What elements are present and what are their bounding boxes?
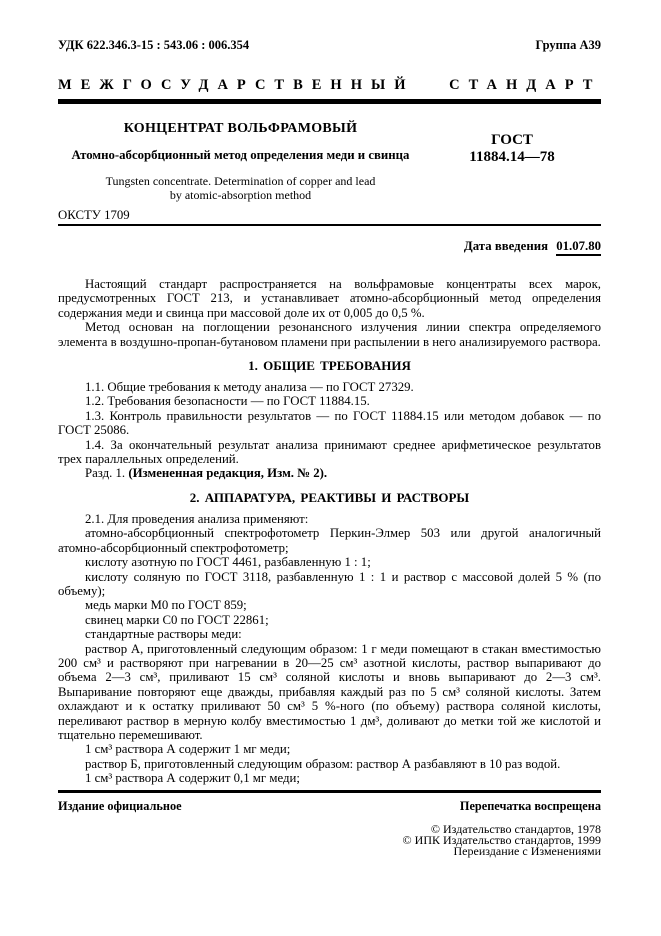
okstu-divider-rule [58, 224, 601, 226]
standard-type-heading: МЕЖГОСУДАРСТВЕННЫЙ СТАНДАРТ [58, 77, 602, 93]
copyright-line: Переиздание с Изменениями [453, 843, 601, 858]
solution-note: 1 см³ раствора А содержит 0,1 мг меди; [85, 771, 300, 786]
reagent-item: стандартные растворы меди: [85, 627, 242, 642]
reagent-item: свинец марки С0 по ГОСТ 22861; [85, 612, 269, 627]
section2-paragraph: 2.1. Для проведения анализа применяют: [85, 511, 309, 526]
reagent-item: кислоту соляную по ГОСТ 3118, разбавленную 1 : 1 и раствор с массовой долей 5 % (по объему); [58, 569, 601, 598]
title-block [58, 121, 601, 202]
gost-designation [423, 121, 601, 202]
document-title-en-line1: Tungsten concentrate. Determination of copper and lead [105, 174, 376, 188]
requirement-item: 1.3. Контроль правильности результатов — по ГОСТ 11884.15 или методом добавок — по ГОСТ 25086. [58, 408, 601, 438]
copyright-line: © Издательство стандартов, 1978 [430, 821, 601, 836]
introduction-date-row [58, 239, 601, 254]
reagent-item: атомно-абсорбционный спектрофотометр Перкин-Элмер 503 или другой аналогичный атомно-абсорбционный спектрофотометр; [58, 526, 601, 555]
gost-label: ГОСТ [491, 132, 533, 148]
header-divider-bar [58, 99, 601, 104]
intro-paragraph: Метод основан на поглощении резонансного излучения линии спектра определяемого элемента в воздушно-пропан-бутановом пламени при распылении в него анализируемого раствора. [58, 320, 601, 349]
group-code: Группа А39 [535, 38, 601, 52]
date-label: Дата введения [463, 239, 548, 253]
reprint-prohibited-label: Перепечатка воспрещена [459, 798, 601, 813]
document-title-en-line2: by atomic-absorption method [169, 187, 312, 202]
document-meta-row [58, 38, 601, 52]
footer-row [58, 799, 601, 813]
okstu-code: ОКСТУ 1709 [58, 208, 130, 222]
solution-b-paragraph: раствор Б, приготовленный следующим образом: раствор А разбавляют в 10 раз водой. [85, 756, 561, 771]
reagent-item: медь марки М0 по ГОСТ 859; [85, 598, 247, 613]
intro-paragraph: Настоящий стандарт распространяется на вольфрамовые концентраты всех марок, предусмотренных ГОСТ 213, и устанавливает атомно-абсорбционный метод определения содержания меди и свинца при массовой доле их от 0,005 до 0,5 %. [58, 277, 601, 320]
solution-a-paragraph: раствор А, приготовленный следующим образом: 1 г меди помещают в стакан вместимостью 200 см³ и растворяют при нагревании в 20—25 см³ азотной кислоты, раствор выпаривают до объема 2—3 см³, приливают 15 см³ соляной кислоты и вновь выпаривают до 2—3 см³. Выпаривание повторяют еще дважды, прибавляя каждый раз по 5 см³ соляной кислоты. Затем охлаждают и к остатку приливают 50 см³ 5 %-ного (по объему) раствора соляной кислоты, переливают раствор в мерную колбу вместимостью 1 дм³, доливают до метки той же кислотой и тщательно перемешивают. [58, 641, 601, 742]
gost-number: 11884.14—78 [469, 149, 555, 165]
reagent-item: кислоту азотную по ГОСТ 4461, разбавленную 1 : 1; [85, 555, 371, 570]
revision-note [58, 466, 601, 480]
requirement-item: 1.4. За окончательный результат анализа принимают среднее арифметическое результатов трех параллельных определений. [58, 437, 601, 467]
section1-body [58, 380, 601, 481]
solution-note: 1 см³ раствора А содержит 1 мг меди; [85, 742, 291, 757]
requirement-item: 1.1. Общие требования к методу анализа — по ГОСТ 27329. [85, 380, 414, 395]
requirement-item: 1.2. Требования безопасности — по ГОСТ 11884.15. [85, 394, 370, 409]
revision-note-prefix: Разд. 1. [85, 466, 129, 481]
copyright-block [58, 821, 601, 858]
title-left-column [58, 121, 423, 202]
intro-paragraphs [58, 277, 601, 349]
copyright-line: © ИПК Издательство стандартов, 1999 [402, 832, 601, 847]
footer-divider-bar [58, 790, 601, 793]
section1-heading: 1. ОБЩИЕ ТРЕБОВАНИЯ [248, 358, 411, 374]
document-title-english [58, 175, 423, 202]
revision-note-bold: (Измененная редакция, Изм. № 2). [128, 466, 328, 481]
udk-code: УДК 622.346.3-15 : 543.06 : 006.354 [58, 38, 250, 52]
date-value: 01.07.80 [556, 239, 601, 256]
section2-heading: 2. АППАРАТУРА, РЕАКТИВЫ И РАСТВОРЫ [189, 489, 470, 505]
official-edition-label: Издание официальное [58, 798, 182, 813]
section2-body [58, 512, 601, 786]
document-subtitle: Атомно-абсорбционный метод определения меди и свинца [71, 148, 410, 162]
document-title: КОНЦЕНТРАТ ВОЛЬФРАМОВЫЙ [123, 121, 358, 136]
